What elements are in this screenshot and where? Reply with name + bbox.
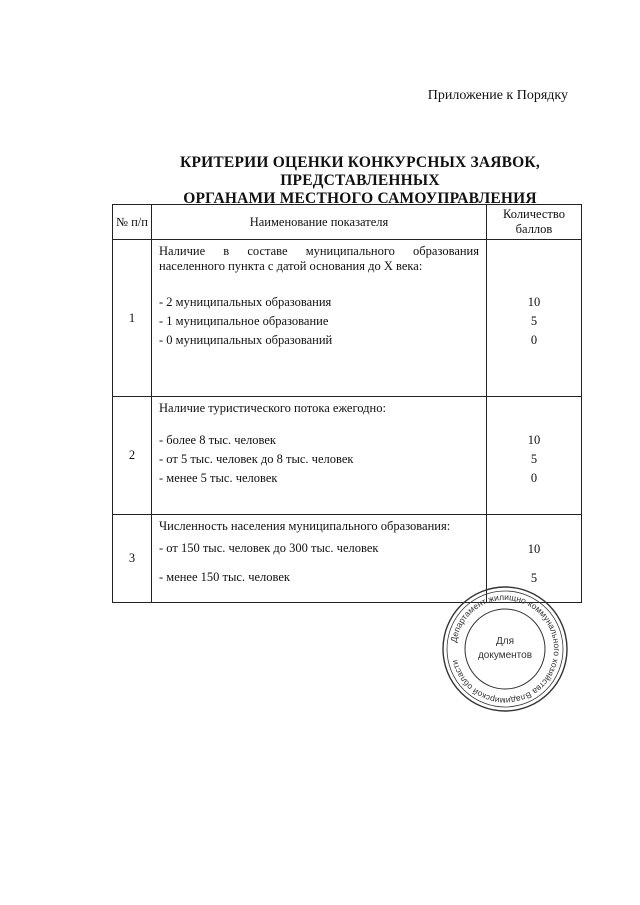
option-score: 5 [530,314,538,328]
option-label: - 1 муниципальное образование [159,314,329,328]
official-stamp [440,584,570,714]
option-label: - 2 муниципальных образования [159,295,332,309]
indicator-title: Численность населения муниципального образования: [159,519,451,533]
row-scores [487,240,582,397]
option-label: - от 150 тыс. человек до 300 тыс. человек [159,541,379,555]
indicator-title: Наличие в составе муниципального образования населенного пункта с датой основания до X века: [159,244,479,273]
appendix-label: Приложение к Порядку [427,88,568,103]
table-row [113,240,582,397]
stamp-center-line-1: Для [495,636,515,647]
option-label: - 0 муниципальных образований [159,333,333,347]
row-number: 3 [113,515,152,603]
header-score: Количество баллов [487,205,582,240]
stamp-ring-text: Департамент жилищно-коммунального хозяйства Владимирской области [448,591,563,707]
title-line-1: КРИТЕРИИ ОЦЕНКИ КОНКУРСНЫХ ЗАЯВОК, ПРЕДСТАВЛЕННЫХ [180,154,540,189]
row-indicator [152,240,487,397]
row-indicator [152,515,487,603]
table-row [113,397,582,515]
option-score: 0 [530,333,538,347]
document-title [100,154,620,208]
title-line-2: ОРГАНАМИ МЕСТНОГО САМОУПРАВЛЕНИЯ [183,190,537,207]
option-label: - менее 150 тыс. человек [159,570,290,584]
option-label: - менее 5 тыс. человек [159,471,278,485]
indicator-title: Наличие туристического потока ежегодно: [159,401,386,415]
option-label: - более 8 тыс. человек [159,433,276,447]
option-score: 5 [530,571,538,585]
row-indicator [152,397,487,515]
header-num: № п/п [113,205,152,240]
stamp-center-line-2: документов [477,650,533,661]
option-score: 0 [530,471,538,485]
row-number: 2 [113,397,152,515]
criteria-table [112,204,582,603]
option-score: 5 [530,452,538,466]
option-score: 10 [527,542,541,556]
option-label: - от 5 тыс. человек до 8 тыс. человек [159,452,354,466]
option-score: 10 [527,433,541,447]
option-score: 10 [527,295,541,309]
header-name: Наименование показателя [152,205,487,240]
row-number: 1 [113,240,152,397]
row-scores [487,397,582,515]
table-header-row [113,205,582,240]
